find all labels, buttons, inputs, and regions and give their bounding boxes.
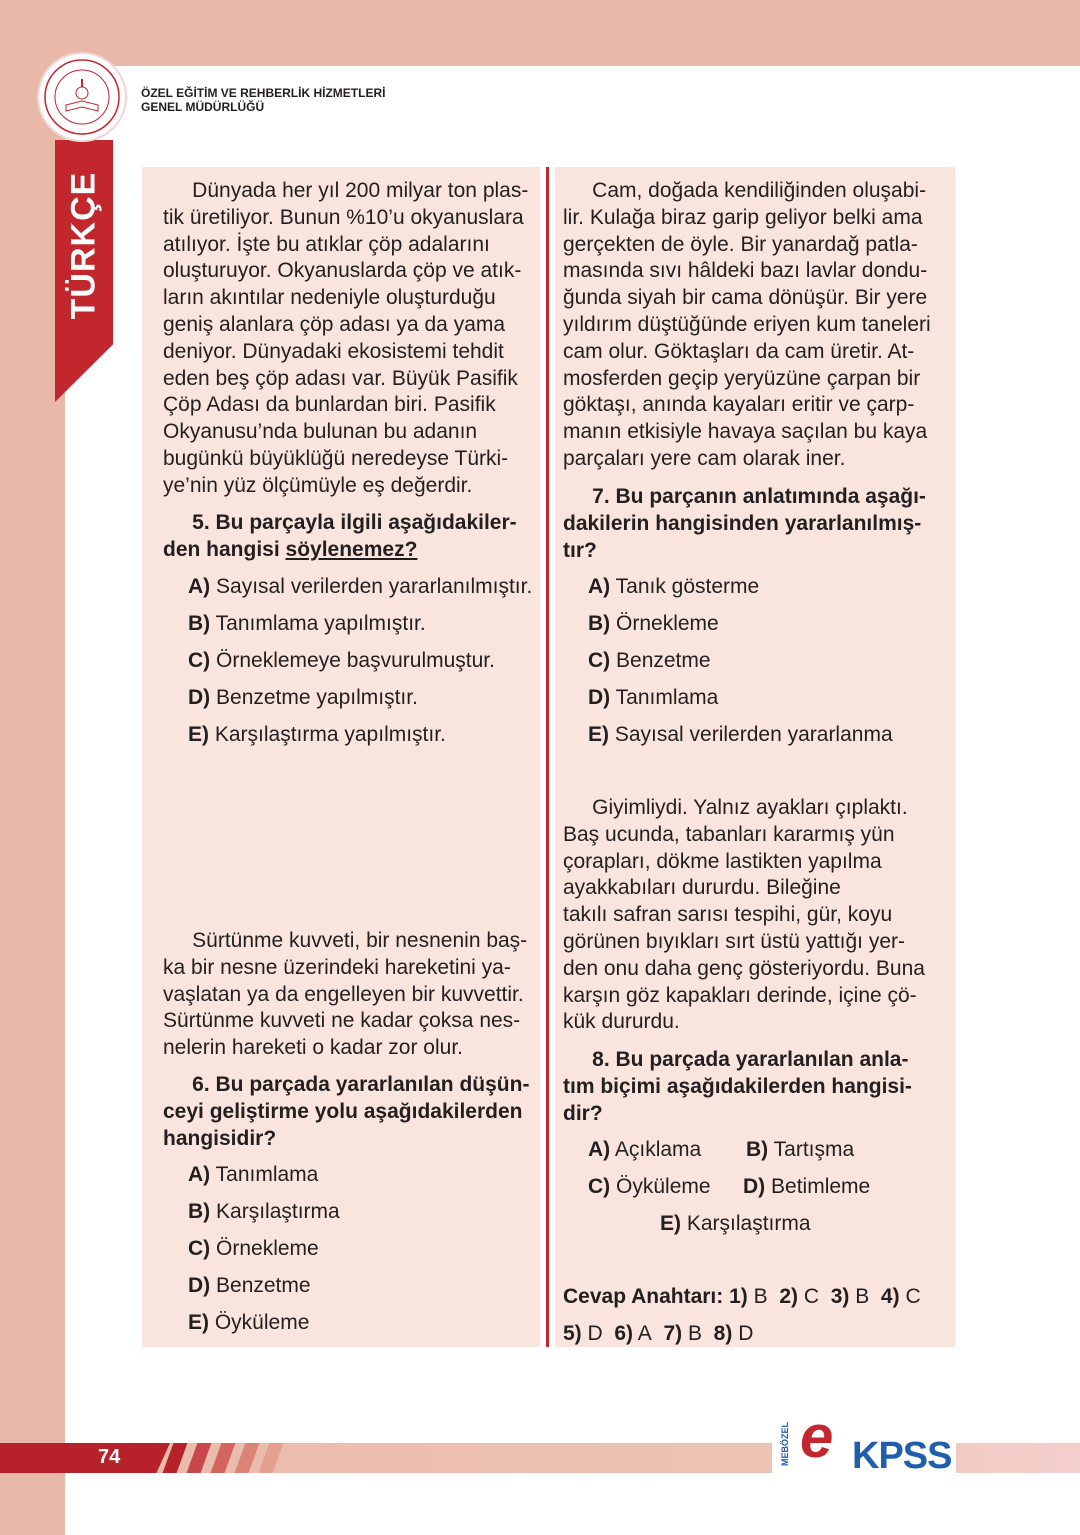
ministry-seal-icon xyxy=(37,52,127,142)
passage-2: Sürtünme kuvveti, bir nesnenin baş- ka bir nesne üzerindeki hareketini ya- vaşlatan ya da engelleyen bir kuvvettir. Sürtünme kuvveti ne kadar çoksa nes- nelerin hareketi o kadar zor olur. xyxy=(163,929,528,1060)
answer-1: 1) B xyxy=(729,1285,768,1308)
option-text: Benzetme yapılmıştır. xyxy=(216,686,418,709)
option-b[interactable] xyxy=(188,1199,340,1225)
question-8: 8. Bu parçada yararlanılan anla- tım biçimi aşağıdakilerden hangisi- dir? xyxy=(563,1048,912,1125)
option-letter: B) xyxy=(588,612,611,635)
question-5-underlined: söylenemez? xyxy=(285,537,418,561)
top-band xyxy=(0,0,1080,66)
option-letter: A) xyxy=(588,1138,611,1161)
footer-page-tab xyxy=(0,1443,170,1473)
answer-key-line-1 xyxy=(563,1284,926,1310)
option-a[interactable] xyxy=(588,1137,701,1163)
option-text: Öyküleme xyxy=(214,1311,310,1334)
option-text: Betimleme xyxy=(771,1175,871,1198)
option-a[interactable] xyxy=(188,574,532,600)
option-letter: C) xyxy=(188,649,211,672)
option-letter: C) xyxy=(588,1175,611,1198)
option-c[interactable] xyxy=(188,1236,319,1262)
option-c[interactable] xyxy=(588,648,711,674)
option-letter: B) xyxy=(188,1200,211,1223)
column-divider xyxy=(546,167,549,1347)
option-letter: D) xyxy=(588,686,611,709)
answer-3: 3) B xyxy=(830,1285,870,1308)
option-b[interactable] xyxy=(588,611,719,637)
option-letter: B) xyxy=(746,1138,769,1161)
option-letter: D) xyxy=(188,686,211,709)
option-a[interactable] xyxy=(588,574,759,600)
option-text: Karşılaştırma yapılmıştır. xyxy=(214,723,446,746)
page-number: 74 xyxy=(98,1446,121,1468)
answer-6: 6) A xyxy=(614,1322,652,1345)
option-letter: A) xyxy=(188,575,211,598)
option-e[interactable] xyxy=(660,1211,811,1237)
option-letter: D) xyxy=(188,1274,211,1297)
subject-label: TÜRKÇE xyxy=(64,171,103,319)
option-text: Öyküleme xyxy=(616,1175,711,1198)
option-letter: A) xyxy=(188,1163,211,1186)
option-letter: E) xyxy=(660,1212,681,1235)
logo-kpss: KPSS xyxy=(852,1435,952,1477)
question-7: 7. Bu parçanın anlatımında aşağı- dakilerin hangisinden yararlanılmış- tır? xyxy=(563,485,926,562)
option-text: Karşılaştırma xyxy=(216,1200,340,1223)
answer-5: 5) D xyxy=(563,1322,603,1345)
answer-2: 2) C xyxy=(779,1285,820,1308)
answer-8: 8) D xyxy=(713,1322,754,1345)
answer-key-label: Cevap Anahtarı: xyxy=(563,1285,724,1308)
option-text: Benzetme xyxy=(216,1274,311,1297)
option-b[interactable] xyxy=(188,611,426,637)
option-letter: C) xyxy=(588,649,611,672)
option-text: Karşılaştırma xyxy=(686,1212,811,1235)
option-text: Sayısal verilerden yararlanma xyxy=(614,723,893,746)
question-5 xyxy=(163,510,517,564)
option-a[interactable] xyxy=(188,1162,318,1188)
option-text: Açıklama xyxy=(614,1138,702,1161)
option-d[interactable] xyxy=(743,1174,870,1200)
option-letter: A) xyxy=(588,575,611,598)
option-e[interactable] xyxy=(588,722,893,748)
option-text: Örnekleme xyxy=(616,612,719,635)
question-6: 6. Bu parçada yararlanılan düşün- ceyi geliştirme yolu aşağıdakilerden hangisidir? xyxy=(163,1073,530,1150)
option-d[interactable] xyxy=(588,685,718,711)
answer-4: 4) C xyxy=(880,1285,921,1308)
option-letter: B) xyxy=(188,612,211,635)
option-text: Tanımlama xyxy=(215,1163,319,1186)
answer-key-line-2 xyxy=(563,1321,759,1347)
passage-1: Dünyada her yıl 200 milyar ton plas- tik üretiliyor. Bunun %10’u okyanuslara atılıyor. İşte bu atıklar çöp adalarını oluşturuyor. Okyanuslarda çöp ve atık- ların akıntılar nedeniyle oluşturduğu geniş alanlara çöp adası ya da yama deniyor. Dünyadaki ekosistemi tehdit eden beş çöp adası var. Büyük Pasifik Çöp Adası da bunlardan biri. Pasifik Okyanusu’nda bulunan bu adanın bugünkü büyüklüğü neredeyse Türki- ye’nin yüz ölçümüyle eş değerdir. xyxy=(163,179,529,497)
option-d[interactable] xyxy=(188,1273,311,1299)
passage-3: Cam, doğada kendiliğinden oluşabi- lir. Kulağa biraz garip geliyor belki ama gerçekten de öyle. Bir yanardağ patla- masında sıvı hâldeki bazı lavlar dondu- ğunda siyah bir cama dönüşür. Bir yere yıldırım düştüğünde eriyen kum taneleri cam olur. Göktaşları da cam üretir. At- mosferden geçip yeryüzüne çarpan bir göktaşı, anında kayaları eritir ve çarp- manın etkisiyle havaya saçılan bu kaya parçaları yere cam olarak iner. xyxy=(563,179,931,470)
option-c[interactable] xyxy=(188,648,495,674)
option-e[interactable] xyxy=(188,1310,309,1336)
logo-small-text: MEBÖZEL xyxy=(780,1422,790,1466)
option-text: Tartışma xyxy=(773,1138,855,1161)
option-text: Tanık gösterme xyxy=(615,575,760,598)
logo-e: e xyxy=(800,1403,834,1470)
option-text: Sayısal verilerden yararlanılmıştır. xyxy=(216,575,533,598)
option-letter: C) xyxy=(188,1237,211,1260)
option-d[interactable] xyxy=(188,685,418,711)
option-text: Tanımlama xyxy=(615,686,719,709)
answer-7: 7) B xyxy=(663,1322,702,1345)
option-text: Örnekleme xyxy=(216,1237,319,1260)
passage-4: Giyimliydi. Yalnız ayakları çıplaktı. Baş ucunda, tabanları kararmış yün çorapları, dökme lastikten yapılma ayakkabıları dururdu. Bileğine takılı safran sarısı tespihi, gür, koyu görünen bıyıkları sırt üstü yattığı yer- den onu daha genç gösteriyordu. Buna karşın göz kapakları derinde, içine çö- kük dururdu. xyxy=(563,796,925,1034)
option-e[interactable] xyxy=(188,722,446,748)
option-letter: E) xyxy=(188,723,209,746)
option-letter: D) xyxy=(743,1175,766,1198)
option-text: Tanımlama yapılmıştır. xyxy=(215,612,426,635)
option-letter: E) xyxy=(188,1311,209,1334)
option-letter: E) xyxy=(588,723,609,746)
question-5-text: 5. Bu parçayla ilgili aşağıdakiler- den hangisi xyxy=(163,511,517,561)
option-text: Benzetme xyxy=(616,649,711,672)
option-c[interactable] xyxy=(588,1174,711,1200)
option-b[interactable] xyxy=(746,1137,854,1163)
organization-name: ÖZEL EĞİTİM VE REHBERLİK HİZMETLERİ GENEL MÜDÜRLÜĞÜ xyxy=(141,86,386,114)
option-text: Örneklemeye başvurulmuştur. xyxy=(216,649,495,672)
